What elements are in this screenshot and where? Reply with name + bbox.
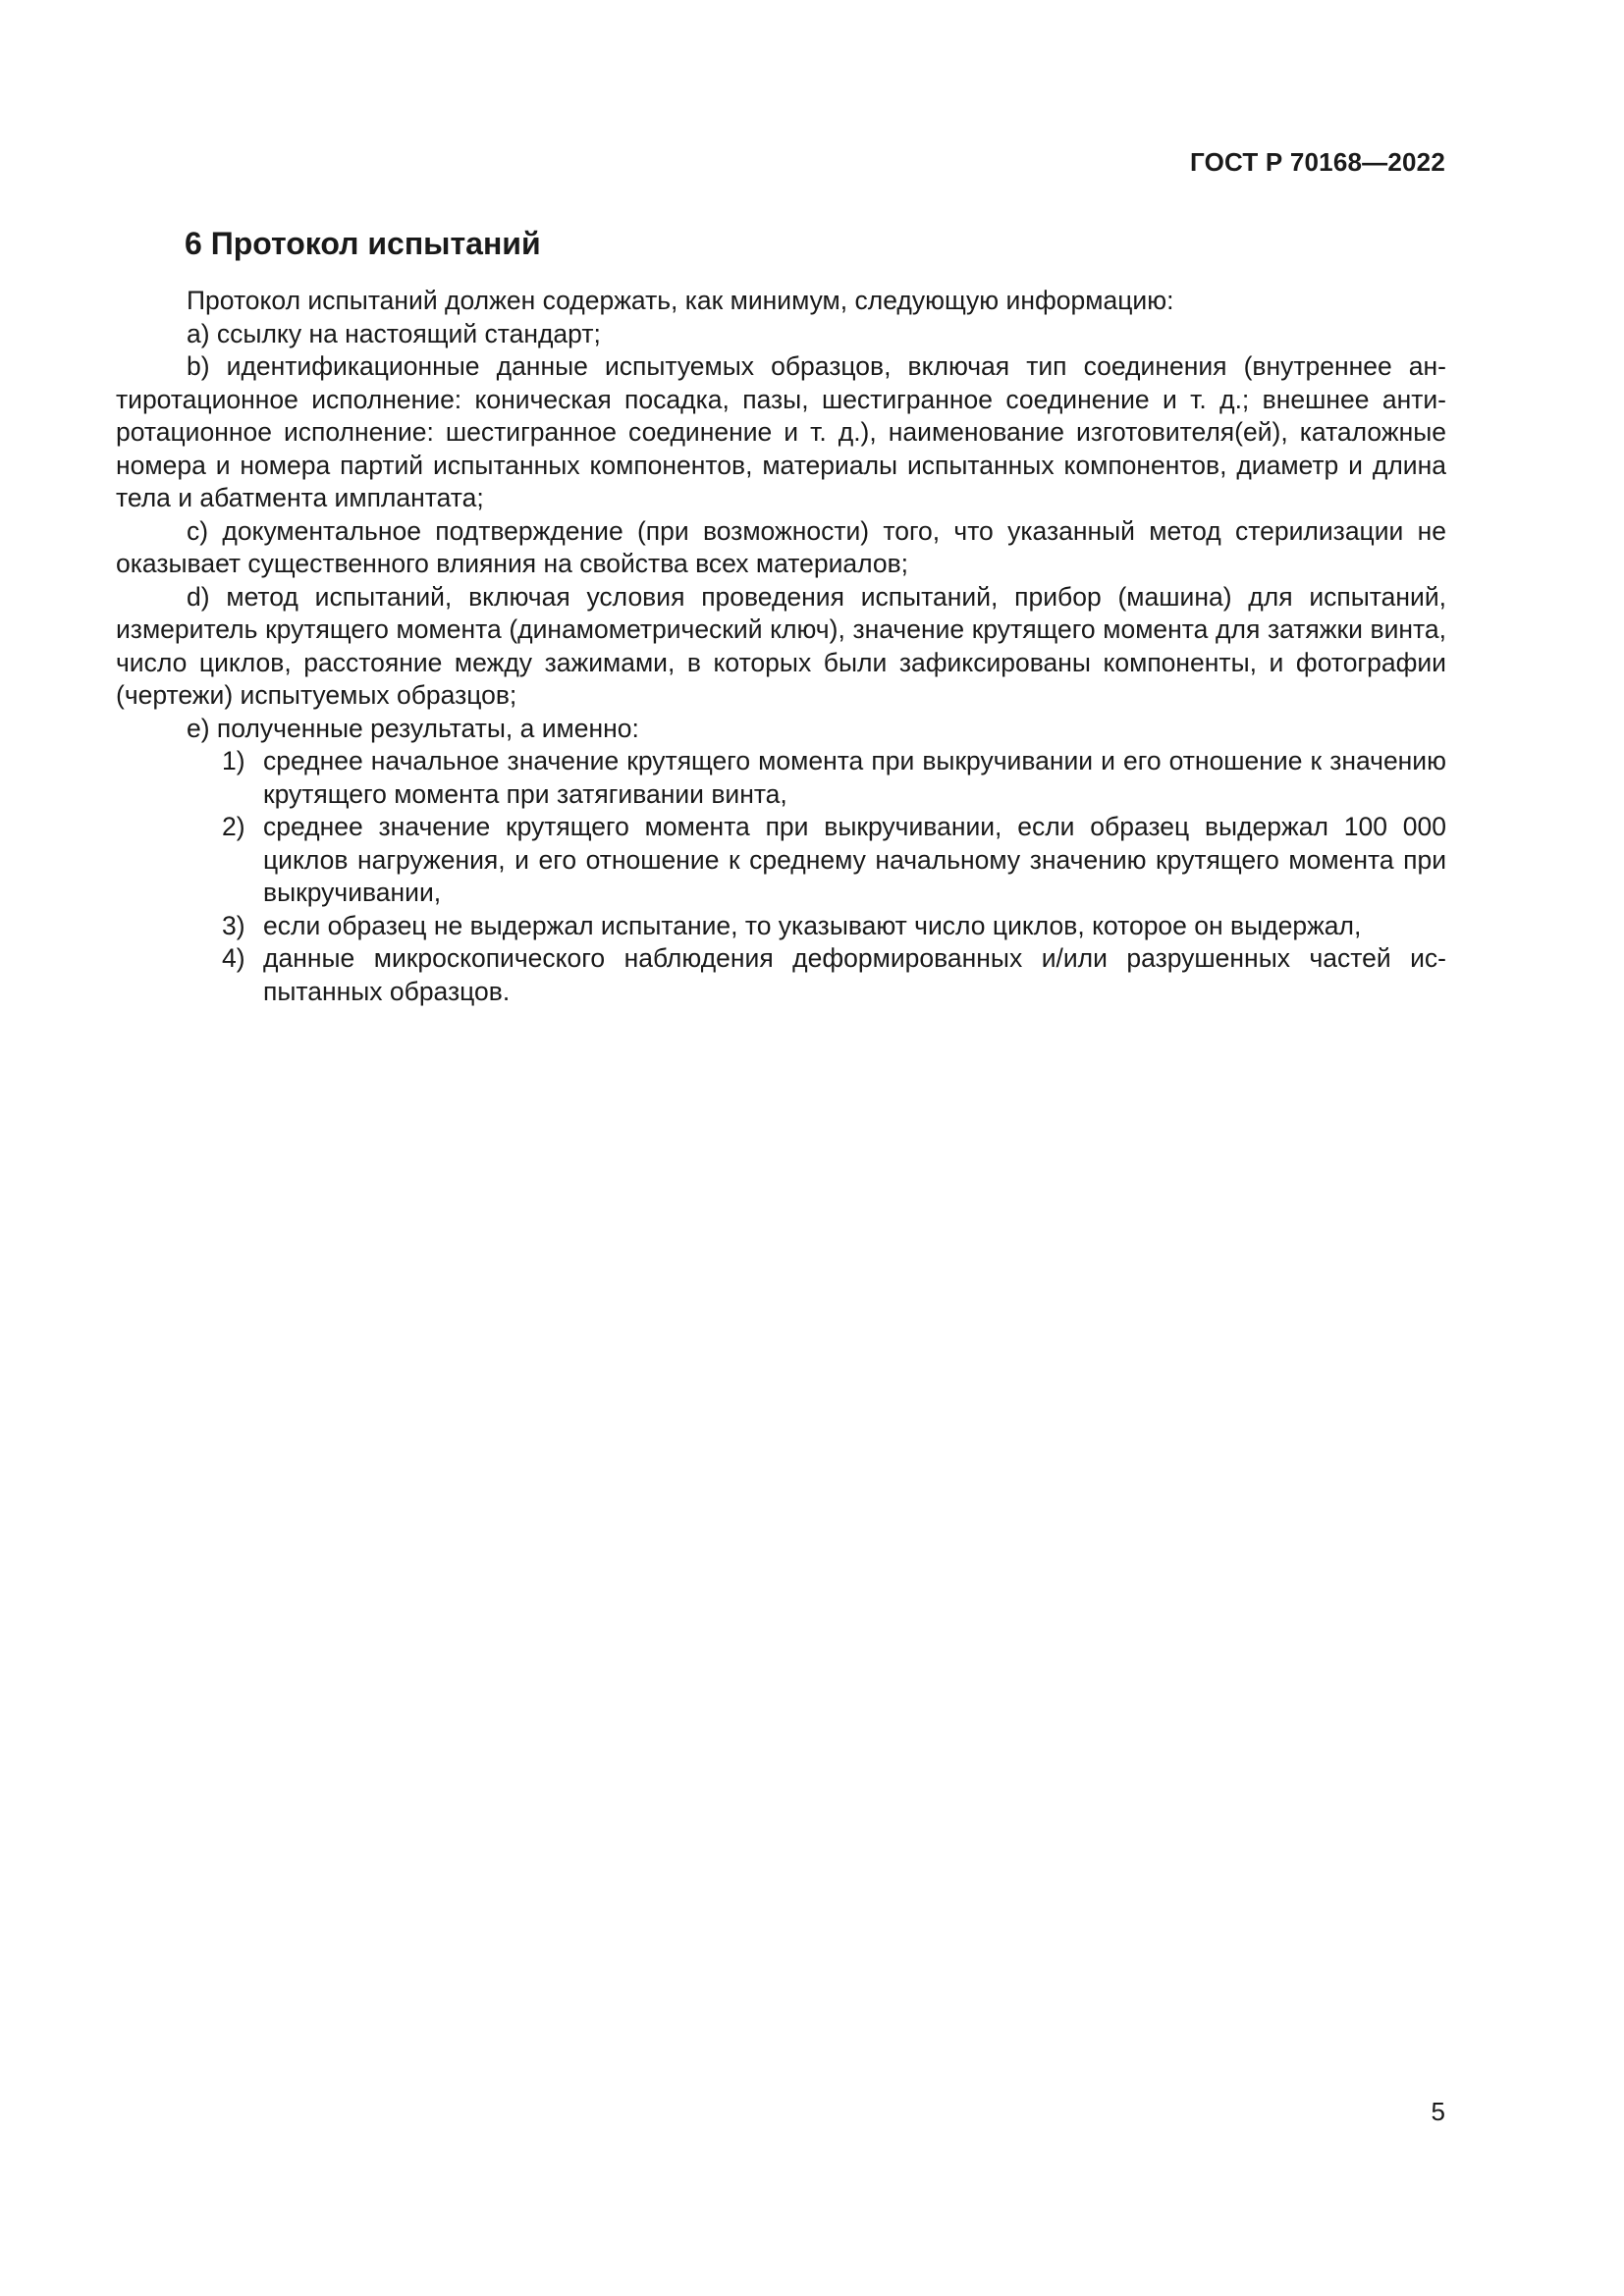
section-title: 6 Протокол испытаний	[185, 226, 541, 261]
list-item-a: a) ссылку на настоящий стандарт;	[187, 318, 601, 348]
list-item-b: b) идентификационные данные испытуемых образцов, включая тип соединения (внутреннее антиротационное исполнение: коническая посадка, пазы, шестигранное соединение и т. д.; внешнее антиротационное исполнение: шестигранное соединение и т. д.), наименование изготовителя(ей), каталожные номера и номера партий испытанных компонентов, материалы испытанных компонентов, диаметр и длина тела и абатмента имплантата;	[116, 351, 1446, 512]
sub-item-4	[116, 942, 1446, 1008]
sub-item-text: данные микроскопического наблюдения деформированных и/или разрушенных частей испытанных образцов.	[263, 943, 1446, 1006]
list-item-c: c) документальное подтверждение (при возможности) того, что указанный метод стерилизации не оказывает существенного влияния на свойства всех материалов;	[116, 515, 1446, 578]
intro-paragraph: Протокол испытаний должен содержать, как минимум, следующую информацию:	[187, 286, 1174, 315]
sub-item-2	[116, 811, 1446, 910]
sub-item-text: если образец не выдержал испытание, то указывают число циклов, которое он выдержал,	[263, 910, 1362, 940]
sub-item-1	[116, 745, 1446, 811]
sub-item-number: 2)	[222, 812, 245, 841]
sub-item-number: 1)	[222, 746, 245, 775]
sub-item-3	[116, 910, 1446, 943]
sub-item-text: среднее значение крутящего момента при выкручивании, если образец выдержал 100 000 циклов нагружения, и его отношение к среднему начальному значению крутящего момента при выкручивании,	[263, 812, 1446, 907]
section-body	[116, 285, 1446, 1008]
sub-item-number: 4)	[222, 943, 245, 973]
list-item-d: d) метод испытаний, включая условия проведения испытаний, прибор (машина) для испытаний, измеритель крутящего момента (динамометрический ключ), значение крутящего момента для затяжки винта, число циклов, расстояние между зажимами, в которых были зафиксированы компоненты, и фотографии (чертежи) испытуемых образцов;	[116, 581, 1446, 710]
sub-item-text: среднее начальное значение крутящего момента при выкручивании и его отношение к значению крутящего момента при затягивании винта,	[263, 746, 1446, 809]
list-item-e: e) полученные результаты, а именно:	[187, 713, 639, 743]
document-code: ГОСТ Р 70168—2022	[1190, 147, 1445, 177]
page-number: 5	[1431, 2097, 1445, 2126]
sub-item-number: 3)	[222, 910, 245, 940]
